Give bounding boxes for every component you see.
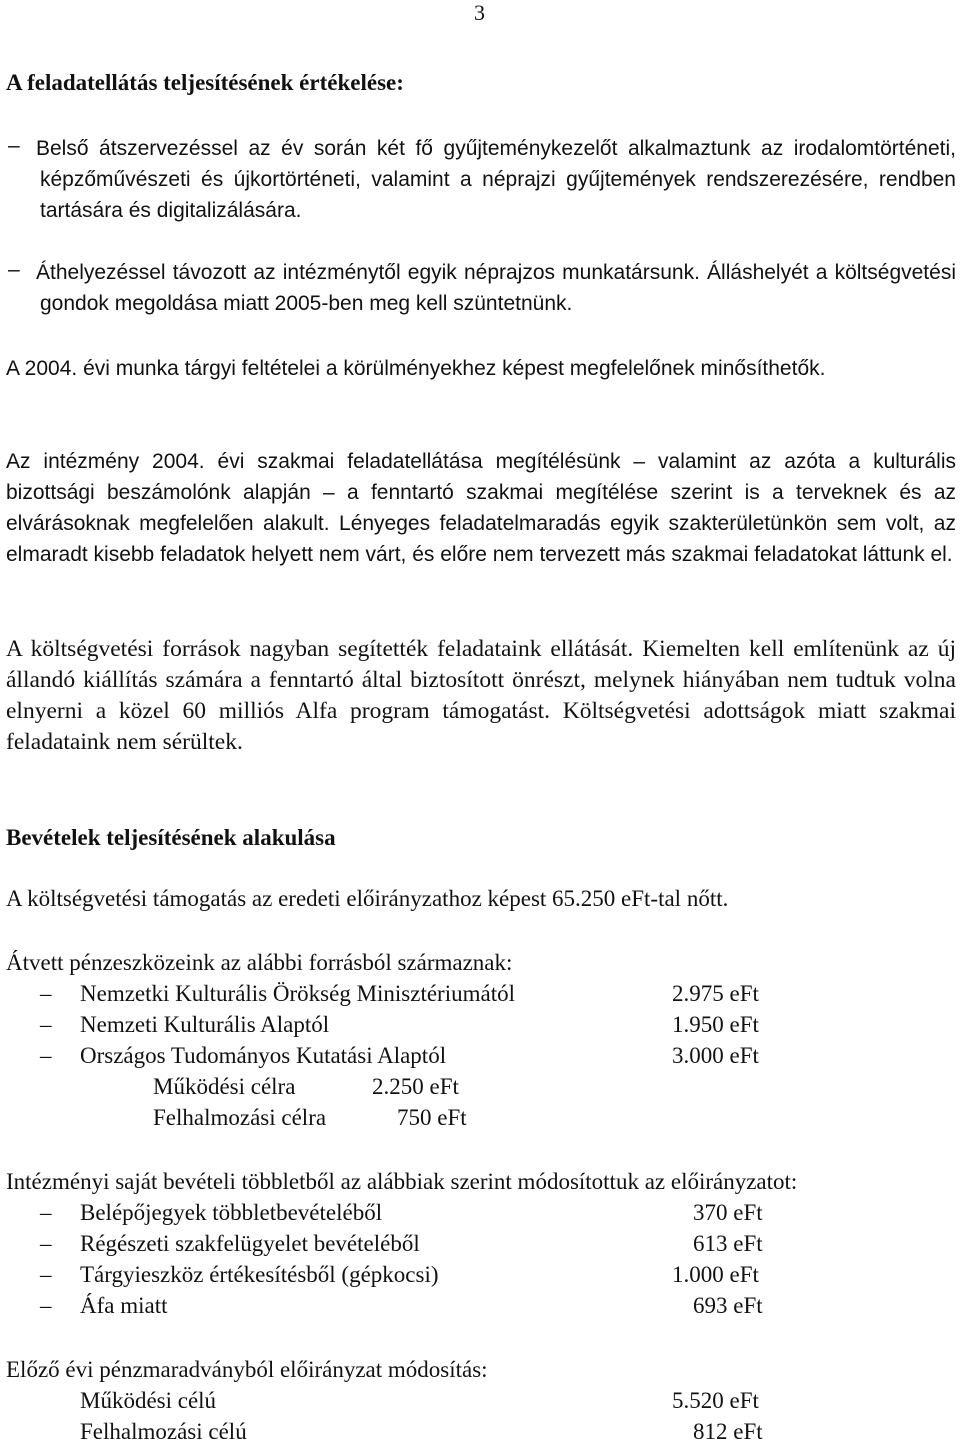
list-item-dash: – [40,1200,52,1225]
list-item-amount: 2.975 eFt [672,981,759,1006]
list-item-dash: – [40,1043,52,1068]
sub-item-label: Felhalmozási célra [153,1105,327,1130]
list-item-amount: 3.000 eFt [672,1043,759,1068]
list-item-amount: 370 eFt [693,1200,763,1225]
paragraph-budget-support: A költségvetési támogatás az eredeti előirányzathoz képest 65.250 eFt-tal nőtt. [6,886,729,911]
list-item-label: Országos Tudományos Kutatási Alaptól [80,1043,447,1068]
list-item-amount: 613 eFt [693,1231,763,1256]
list-item-label: Belépőjegyek többletbevételéből [80,1200,383,1225]
sub-item-amount: 750 eFt [397,1105,467,1130]
list-item-amount: 1.000 eFt [672,1262,759,1287]
bullet-text-transfer: Áthelyezéssel távozott az intézménytől egyik néprajzos munkatársunk. Álláshelyét a költségvetési gondok megoldása miatt 2005-ben meg kell szüntetnünk. [36,261,956,315]
list-item-dash: – [40,1012,52,1037]
list-item-label: Áfa miatt [80,1293,168,1318]
list-item-amount: 812 eFt [693,1419,763,1444]
list-item-amount: 5.520 eFt [672,1388,759,1413]
page-number: 3 [474,0,485,25]
paragraph-conditions: A 2004. évi munka tárgyi feltételei a körülményekhez képest megfelelőnek minősíthetők. [6,357,826,380]
list-item-label: Felhalmozási célú [80,1419,247,1444]
bullet-text-reorganization: Belső átszervezéssel az év során két fő gyűjteménykezelőt alkalmaztunk az irodalomtörténeti, képzőművészeti és újkortörténeti, valamint a néprajzi gyűjtemények rendszerezésére, rendben tartására és digitalizálására. [36,137,956,222]
list-item-label: Nemzeti Kulturális Alaptól [80,1012,330,1037]
section-title-own-revenue: Intézményi saját bevételi többletből az alábbiak szerint módosítottuk az előirányzatot: [6,1169,798,1194]
bullet-dash: – [8,258,20,281]
list-item-label: Nemzetki Kulturális Örökség Minisztériumától [80,981,515,1006]
list-item-label: Működési célú [80,1388,217,1413]
bullet-dash: – [8,134,20,157]
list-item-dash: – [40,1262,52,1287]
list-item-label: Régészeti szakfelügyelet bevételéből [80,1231,420,1256]
paragraph-professional-tasks: Az intézmény 2004. évi szakmai feladatellátása megítélésünk – valamint az azóta a kulturális bizottsági beszámolónk alapján – a fenntartó szakmai megítélése szerint is a terveknek és az elvárásoknak megfelelően alakult. Lényeges feladatelmaradás egyik szakterületünkön sem volt, az elmaradt kisebb feladatok helyett nem várt, és előre nem tervezett más szakmai feladatokat láttunk el. [6,450,956,566]
heading-revenue: Bevételek teljesítésének alakulása [6,825,336,850]
list-item-amount: 1.950 eFt [672,1012,759,1037]
paragraph-budget-sources: A költségvetési források nagyban segítették feladataink ellátását. Kiemelten kell említenünk az új állandó kiállítás számára a fenntartó által biztosított önrészt, melynek hiányában nem tudtuk volna elnyerni a közel 60 milliós Alfa program támogatást. Költségvetési adottságok miatt szakmai feladataink nem sérültek. [6,636,956,755]
section-title-previous-year: Előző évi pénzmaradványból előirányzat módosítás: [6,1357,488,1382]
heading-evaluation: A feladatellátás teljesítésének értékelése: [6,70,404,95]
section-title-transferred-funds: Átvett pénzeszközeink az alábbi forrásból származnak: [6,950,513,975]
list-item-dash: – [40,1293,52,1318]
list-item-dash: – [40,981,52,1006]
sub-item-amount: 2.250 eFt [372,1074,459,1099]
list-item-amount: 693 eFt [693,1293,763,1318]
sub-item-label: Működési célra [153,1074,296,1099]
list-item-dash: – [40,1231,52,1256]
list-item-label: Tárgyieszköz értékesítésből (gépkocsi) [80,1262,439,1287]
